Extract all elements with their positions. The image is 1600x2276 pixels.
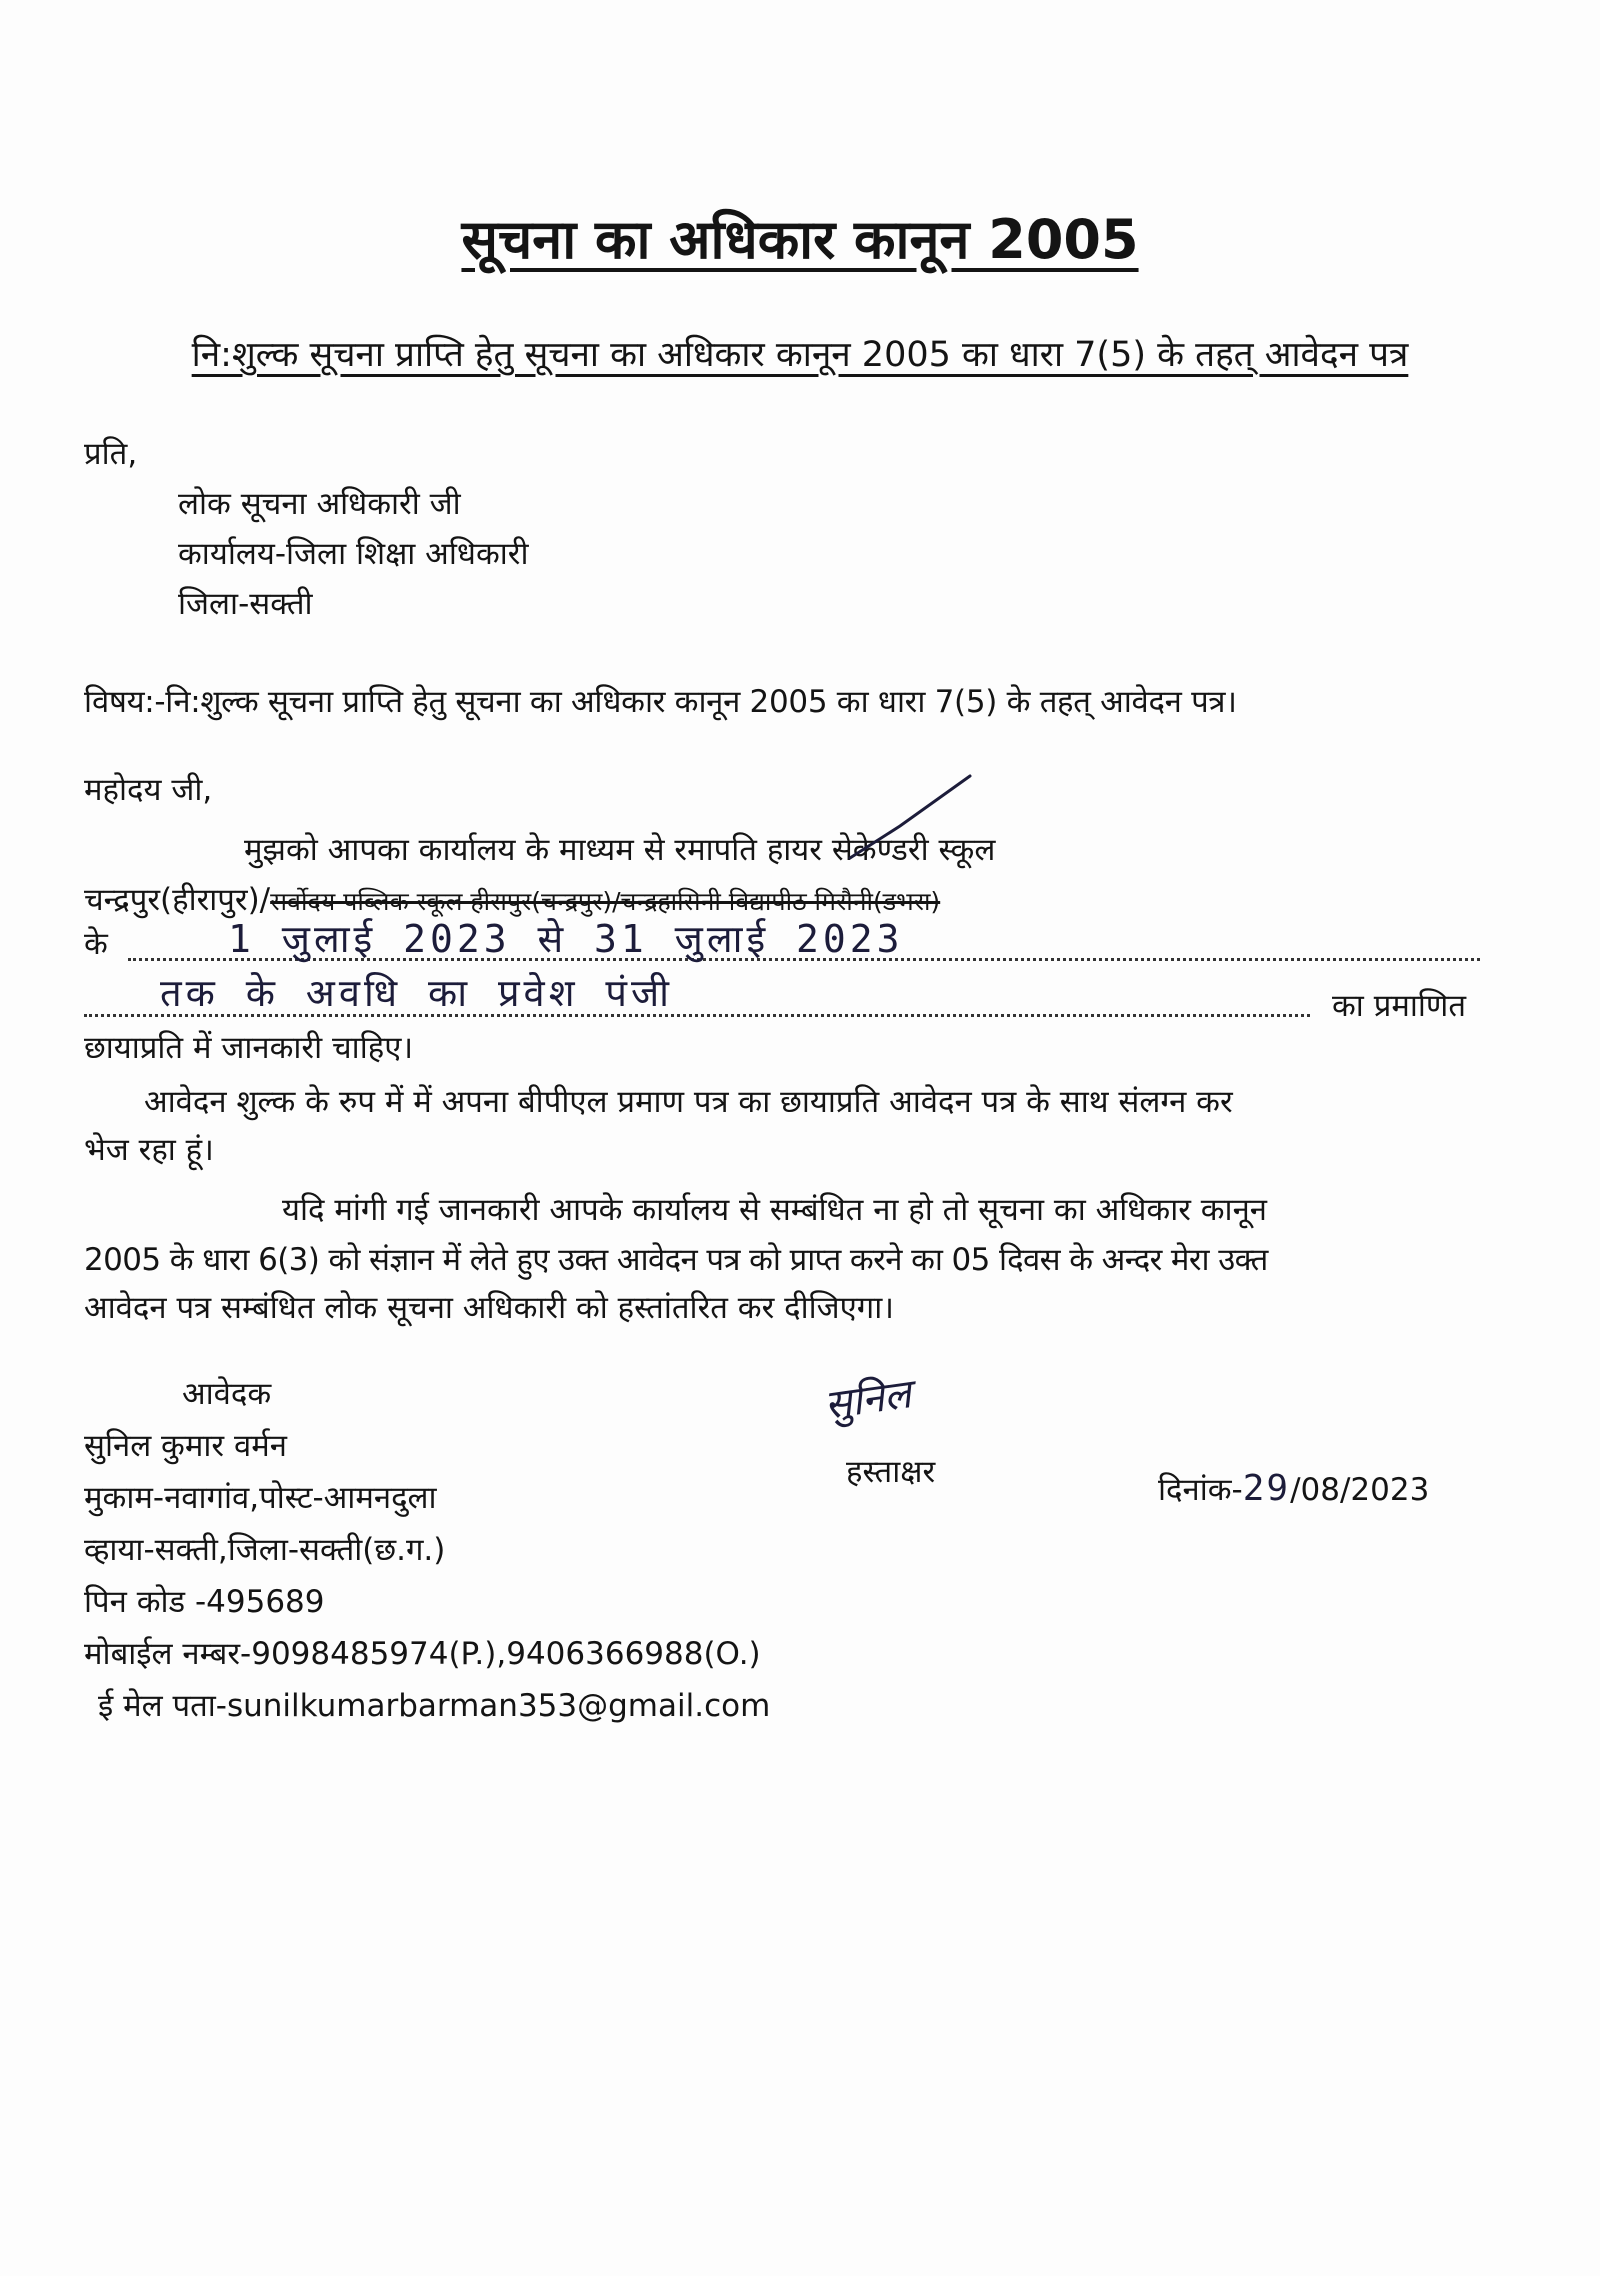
recipient-line-3: जिला-सक्ती [178, 586, 313, 622]
date-label: दिनांक- [1158, 1472, 1243, 1508]
recipient-salutation: प्रति, [84, 436, 138, 472]
applicant-pin: पिन कोड -495689 [84, 1584, 325, 1620]
applicant-label: आवेदक [182, 1376, 272, 1412]
applicant-address-1: मुकाम-नवागांव,पोस्ट-आमनदुला [84, 1480, 437, 1516]
pen-tick-mark [840, 766, 980, 876]
page-subtitle: नि:शुल्क सूचना प्राप्ति हेतु सूचना का अधिकार कानून 2005 का धारा 7(5) के तहत् आवेदन पत्र [191, 335, 1409, 375]
signature-handwritten: सुनिल [821, 1371, 914, 1429]
page-title: सूचना का अधिकार कानून 2005 [461, 208, 1139, 271]
school-name-kept: चन्द्रपुर(हीरापुर)/ [84, 882, 271, 918]
date-rest: /08/2023 [1290, 1472, 1430, 1508]
handwritten-period: 1 जुलाई 2023 से 31 जुलाई 2023 [228, 917, 904, 961]
body-p3-line3: आवेदन पत्र सम्बंधित लोक सूचना अधिकारी को हस्तांतरित कर दीजिएगा। [84, 1290, 895, 1326]
greeting: महोदय जी, [84, 772, 213, 808]
handwritten-document-name: तक के अवधि का प्रवेश पंजी [160, 971, 674, 1015]
body-p1-line1: मुझको आपका कार्यालय के माध्यम से रमापति हायर सेकेण्डरी स्कूल [244, 832, 996, 868]
recipient-line-1: लोक सूचना अधिकारी जी [178, 486, 461, 522]
applicant-email: ई मेल पता-sunilkumarbarman353@gmail.com [98, 1688, 771, 1724]
body-p3-line1: यदि मांगी गई जानकारी आपके कार्यालय से सम्बंधित ना हो तो सूचना का अधिकार कानून [282, 1192, 1267, 1228]
school-names-struck: सर्वोदय पब्लिक स्कूल हीरापुर(चन्द्रपुर)/चन्द्रहासिनी विद्यापीठ मिरौनी(डभरा) [270, 887, 941, 916]
subject-line: विषय:-नि:शुल्क सूचना प्राप्ति हेतु सूचना का अधिकार कानून 2005 का धारा 7(5) के तहत् आवेदन पत्र। [84, 684, 1237, 720]
body-p2-line2: भेज रहा हूं। [84, 1132, 214, 1168]
body-p3-line2: 2005 के धारा 6(3) को संज्ञान में लेते हुए उक्त आवेदन पत्र को प्राप्त करने का 05 दिवस के अन्दर मेरा उक्त [84, 1242, 1268, 1278]
signature-label: हस्ताक्षर [846, 1454, 936, 1490]
date-line [1158, 1468, 1429, 1510]
applicant-name: सुनिल कुमार वर्मन [84, 1428, 287, 1464]
applicant-mobile: मोबाईल नम्बर-9098485974(P.),9406366988(O.) [84, 1636, 761, 1672]
body-p1-line3-prefix: के [84, 926, 108, 962]
date-day-handwritten: 29 [1242, 1468, 1291, 1509]
body-p1-line4-suffix: का प्रमाणित [1332, 988, 1467, 1024]
recipient-line-2: कार्यालय-जिला शिक्षा अधिकारी [178, 536, 529, 572]
body-p1-line5: छायाप्रति में जानकारी चाहिए। [84, 1030, 414, 1066]
body-p2-line1: आवेदन शुल्क के रुप में में अपना बीपीएल प्रमाण पत्र का छायाप्रति आवेदन पत्र के साथ संलग्न कर [144, 1084, 1233, 1120]
applicant-address-2: व्हाया-सक्ती,जिला-सक्ती(छ.ग.) [84, 1532, 446, 1568]
